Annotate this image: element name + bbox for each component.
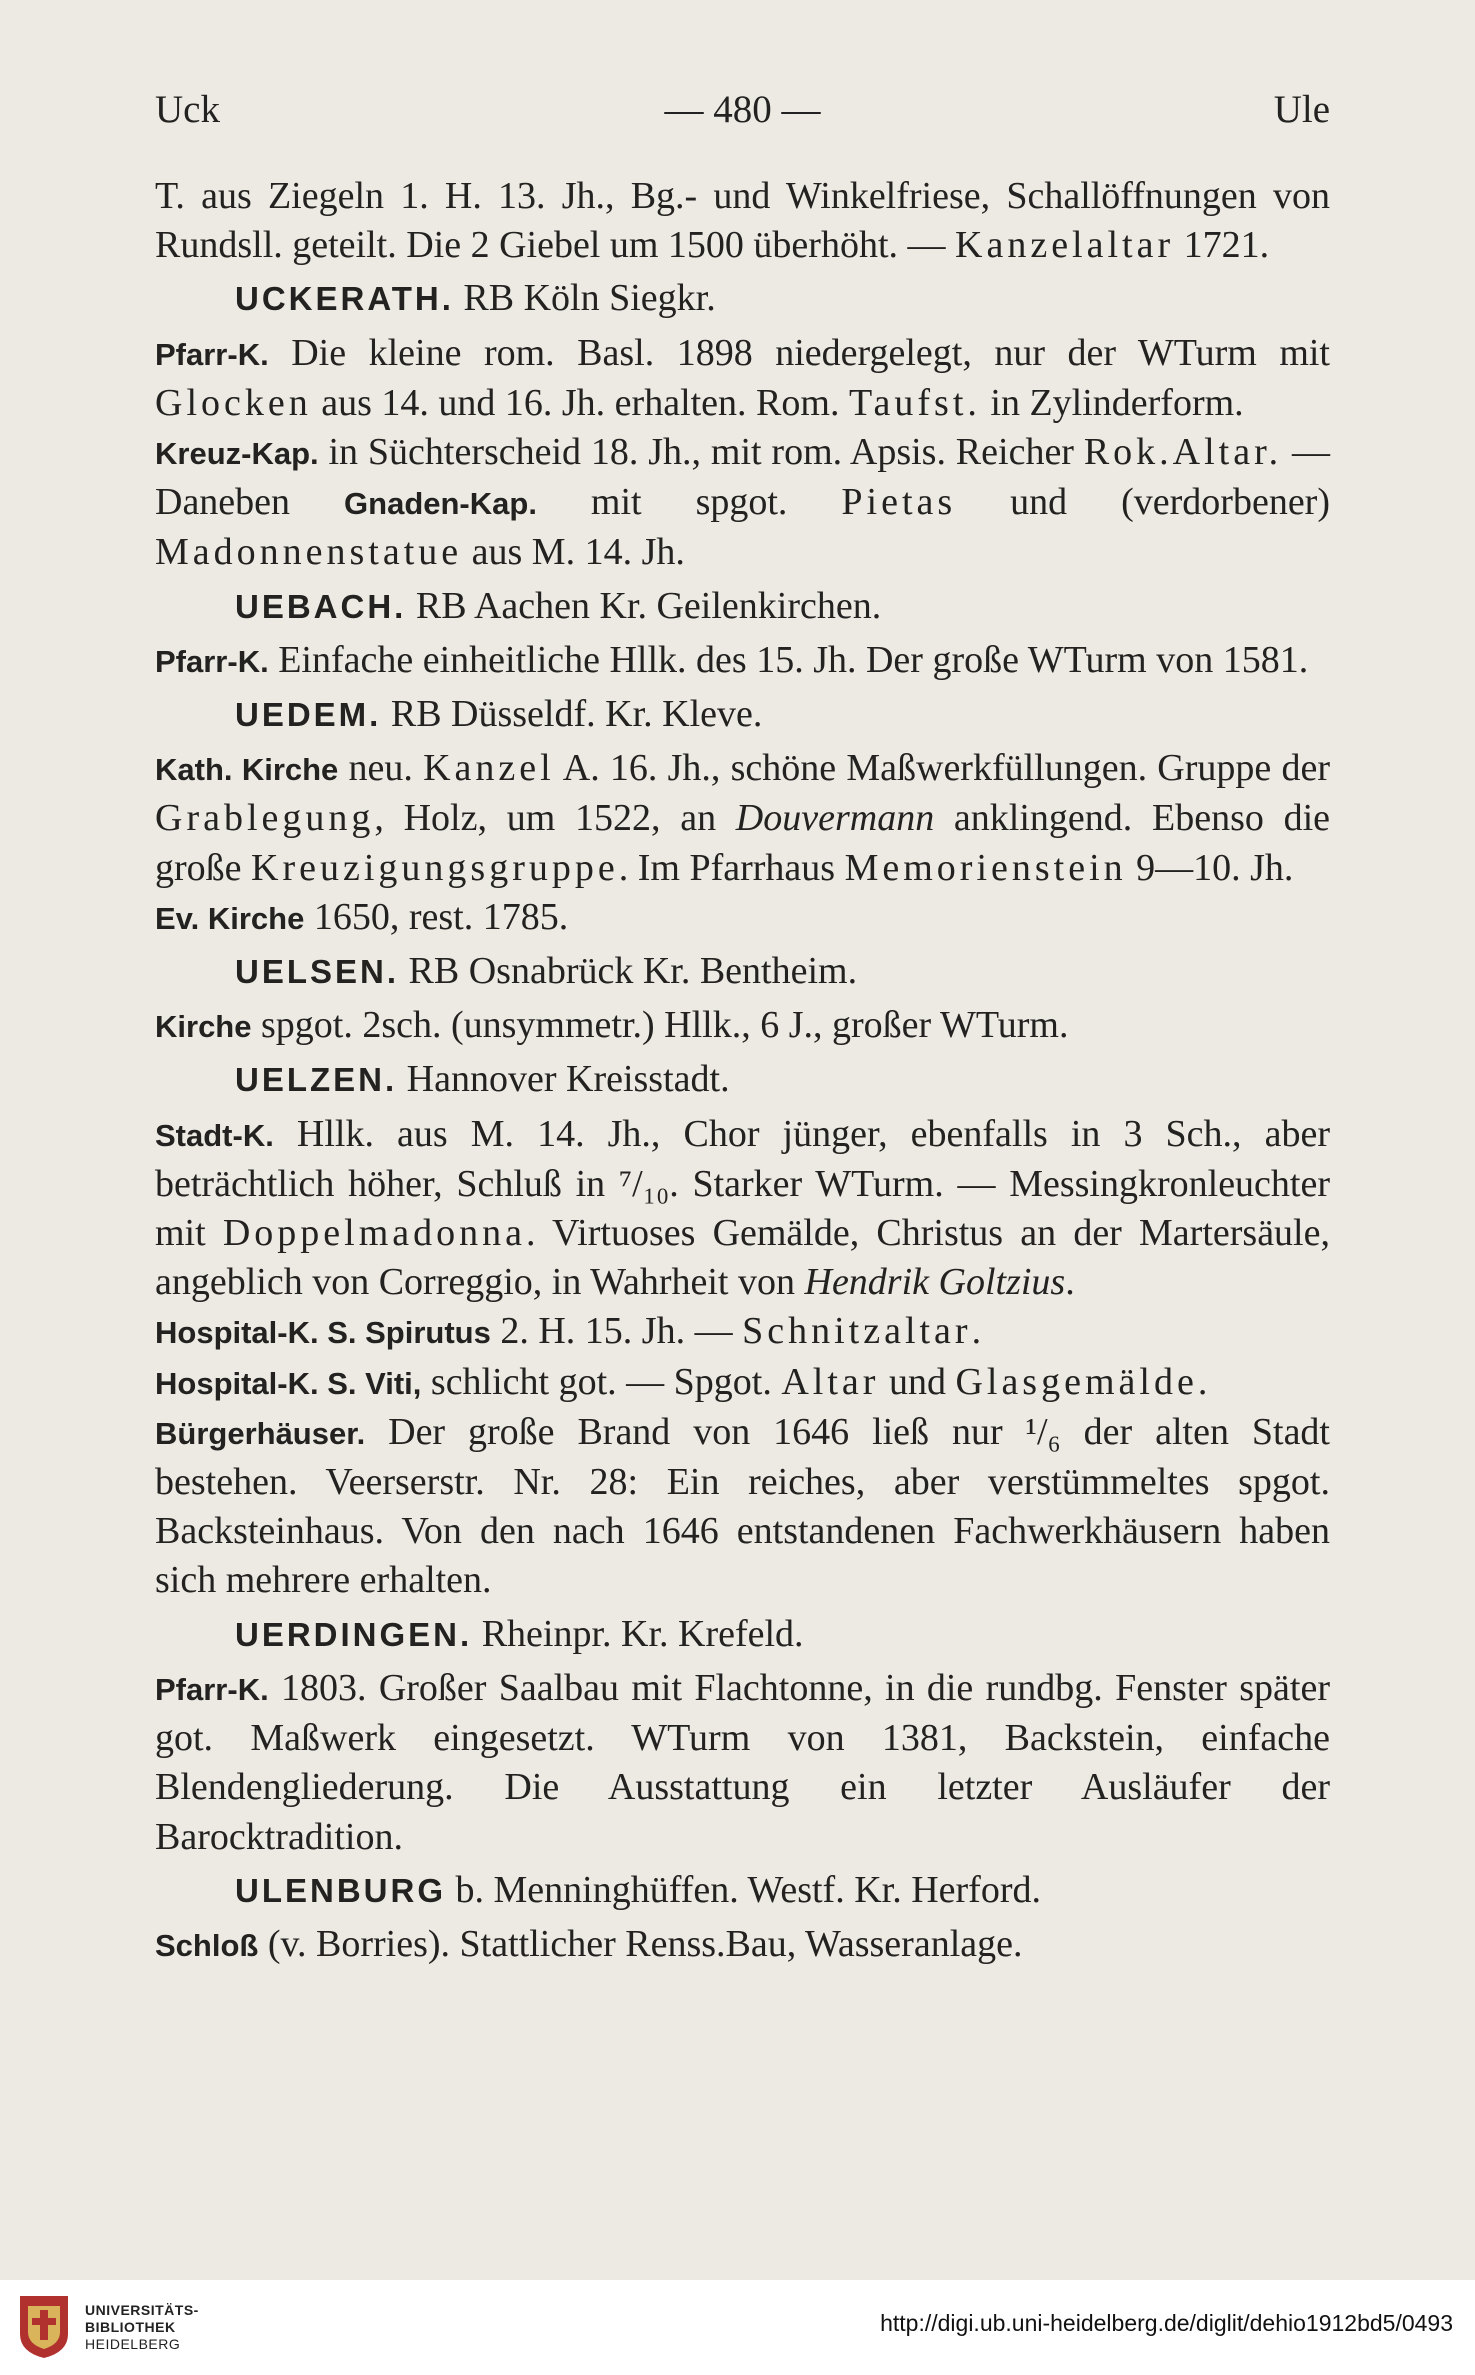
entry-paragraph: Stadt-K. Hllk. aus M. 14. Jh., Chor jünger, ebenfalls in 3 Sch., aber beträchtlich höher, Schluß in ⁷/₁₀. Starker WTurm. — Messingkronleuchter mit Doppelmadonna. Virtuoses Gemälde, Christus an der Martersäule, angeblich von Correggio, in Wahrheit von Hendrik Goltzius. [155, 1112, 1330, 1304]
city-name: UEDEM. [235, 696, 382, 734]
entry-label: Kirche [155, 1009, 252, 1045]
entry-paragraph: T. aus Ziegeln 1. H. 13. Jh., Bg.- und Winkelfriese, Schallöffnungen von Rundsll. geteilt. Die 2 Giebel um 1500 überhöht. — Kanzelaltar 1721. [155, 175, 1330, 267]
library-name: UNIVERSITÄTS- BIBLIOTHEK HEIDELBERG [85, 2302, 199, 2352]
entry-label: Gnaden-Kap. [344, 486, 537, 522]
entry-paragraph: Schloß (v. Borries). Stattlicher Renss.Bau, Wasseranlage. [155, 1922, 1023, 1965]
entry-paragraph: Ev. Kirche 1650, rest. 1785. [155, 895, 569, 938]
city-name: UEBACH. [235, 587, 407, 625]
city-name: UELZEN. [235, 1061, 398, 1099]
book-page [155, 80, 1330, 1970]
city-heading: ULENBURG b. Menninghüffen. Westf. Kr. Herford. [235, 1868, 1041, 1911]
footer-bar [0, 2280, 1475, 2375]
entry-label: Kath. Kirche [155, 752, 339, 788]
entry-label: Bürgerhäuser. [155, 1415, 366, 1451]
entry-label: Ev. Kirche [155, 900, 305, 936]
city-name: UERDINGEN. [235, 1615, 473, 1653]
city-heading: UCKERATH. RB Köln Siegkr. [235, 277, 716, 320]
university-seal-icon [18, 2294, 70, 2360]
entry-label: Kreuz-Kap. [155, 436, 319, 472]
entry-label: Pfarr-K. [155, 336, 269, 372]
city-name: UELSEN. [235, 953, 400, 991]
city-heading: UELSEN. RB Osnabrück Kr. Bentheim. [235, 950, 858, 993]
entry-paragraph: Kath. Kirche neu. Kanzel A. 16. Jh., schöne Maßwerkfüllungen. Gruppe der Grablegung, Holz, um 1522, an Douvermann anklingend. Ebenso die große Kreuzigungsgruppe. Im Pfarrhaus Memorienstein 9—10. Jh. [155, 747, 1331, 889]
entry-label: Hospital-K. S. Viti, [155, 1365, 422, 1401]
city-heading: UELZEN. Hannover Kreisstadt. [235, 1058, 730, 1101]
entry-label: Pfarr-K. [155, 643, 269, 679]
entry-paragraph: Kreuz-Kap. in Süchterscheid 18. Jh., mit rom. Apsis. Reicher Rok.Altar. — Daneben Gnaden-Kap. mit spgot. Pietas und (verdorbener) Madonnenstatue aus M. 14. Jh. [155, 431, 1331, 574]
page-body [155, 172, 1330, 1970]
entry-label: Stadt-K. [155, 1117, 274, 1153]
entry-paragraph: Hospital-K. S. Spirutus 2. H. 15. Jh. — Schnitzaltar. [155, 1310, 982, 1353]
entry-paragraph: Pfarr-K. Die kleine rom. Basl. 1898 niedergelegt, nur der WTurm mit Glocken aus 14. und 16. Jh. erhalten. Rom. Taufst. in Zylinderform. [155, 331, 1330, 424]
entry-label: Schloß [155, 1927, 259, 1963]
entry-paragraph: Bürgerhäuser. Der große Brand von 1646 ließ nur ¹/₆ der alten Stadt bestehen. Veerserstr. Nr. 28: Ein reiches, aber verstümmeltes spgot. Backsteinhaus. Von den nach 1646 entstandenen Fachwerkhäusern haben sich mehrere erhalten. [155, 1410, 1330, 1602]
source-url: http://digi.ub.uni-heidelberg.de/diglit/dehio1912bd5/0493 [880, 2310, 1453, 2336]
entry-paragraph: Pfarr-K. 1803. Großer Saalbau mit Flachtonne, in die rundbg. Fenster später got. Maßwerk eingesetzt. WTurm von 1381, Backstein, einfache Blendengliederung. Die Ausstattung ein letzter Ausläufer der Barocktradition. [155, 1666, 1330, 1858]
city-heading: UERDINGEN. Rheinpr. Kr. Krefeld. [235, 1612, 804, 1655]
entry-label: Pfarr-K. [155, 1671, 269, 1707]
header-left: Uck [155, 88, 220, 131]
entry-label: Hospital-K. S. Spirutus [155, 1315, 491, 1351]
entry-paragraph: Kirche spgot. 2sch. (unsymmetr.) Hllk., 6 J., großer WTurm. [155, 1004, 1069, 1047]
entry-paragraph: Hospital-K. S. Viti, schlicht got. — Spgot. Altar und Glasgemälde. [155, 1360, 1208, 1403]
page-number: — 480 — [664, 88, 821, 131]
city-name: UCKERATH. [235, 280, 454, 318]
city-name: ULENBURG [235, 1871, 446, 1909]
entry-paragraph: Pfarr-K. Einfache einheitliche Hllk. des 15. Jh. Der große WTurm von 1581. [155, 638, 1309, 681]
city-heading: UEBACH. RB Aachen Kr. Geilenkirchen. [235, 584, 882, 627]
header-right: Ule [1273, 88, 1330, 131]
city-heading: UEDEM. RB Düsseldf. Kr. Kleve. [235, 693, 763, 736]
running-header [155, 80, 1330, 140]
